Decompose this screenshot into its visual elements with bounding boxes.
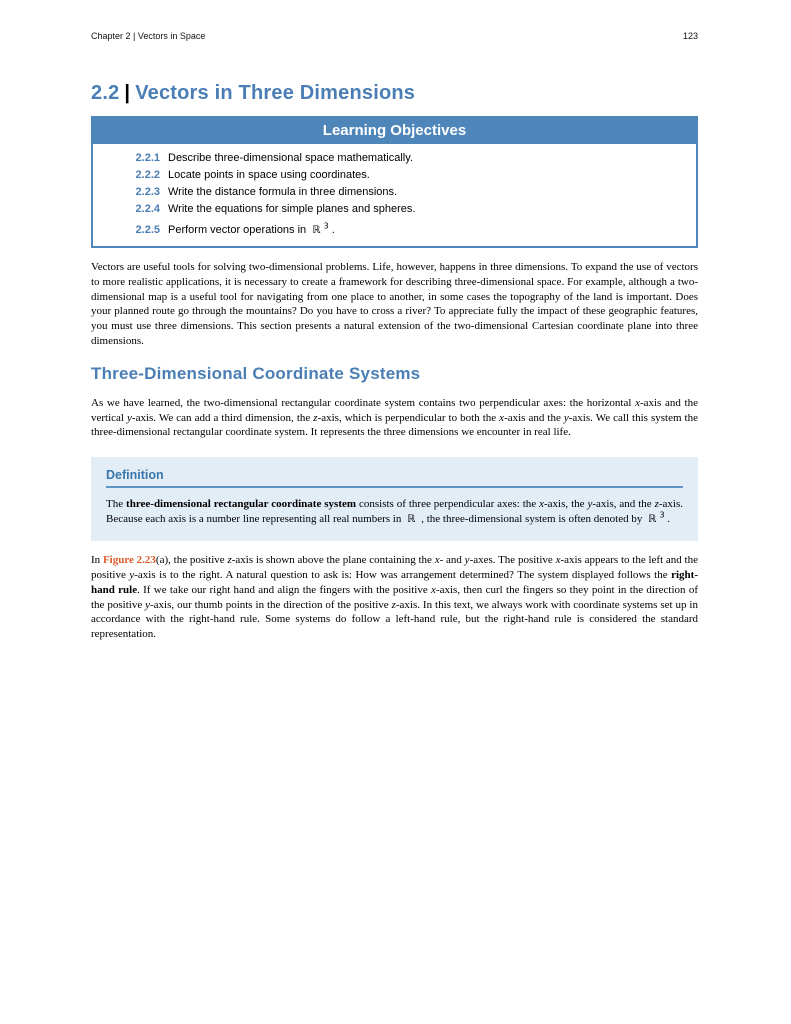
text-run: z xyxy=(391,598,396,611)
objective-text xyxy=(168,201,415,218)
text-run: Write the equations for simple planes and spheres. xyxy=(168,203,416,215)
learning-objective-item xyxy=(93,150,696,167)
text-run: y xyxy=(587,498,593,511)
subsection-heading: Three-Dimensional Coordinate Systems xyxy=(91,363,421,383)
objective-text xyxy=(168,150,413,167)
text-run: Perform vector operations in xyxy=(168,224,310,236)
text-run: x xyxy=(434,554,440,567)
chapter-header-label: Chapter 2 | Vectors in Space xyxy=(91,31,206,41)
text-run: ℝ xyxy=(407,513,416,526)
objective-number: 2.2.2 xyxy=(135,169,160,181)
learning-objectives-box xyxy=(91,116,698,248)
text-run: z xyxy=(227,554,232,567)
text-run: , the three-dimensional system is often denoted by xyxy=(418,513,646,526)
text-run: x xyxy=(635,396,640,409)
text-run: (a), the positive xyxy=(155,554,228,567)
text-run: Describe three-dimensional space mathematically. xyxy=(168,152,413,164)
text-run: y xyxy=(129,568,135,581)
coordinate-system-paragraph xyxy=(91,396,698,440)
text-run: Vectors are useful tools for solving two-dimensional problems. Life, however, happens in three dimensions. To expand the use of vectors to more realistic applications, it is necessary to create a framework for describing three-dimensional space. For example, although a two-dimensional map is a useful tool for navigating from one place to another, in some cases the topography of the land is important. Does your planned route go through the mountains? Do you have to cross a river? To appreciate fully the impact of these geographic features, you must use three dimensions. This section presents a natural extension of the two-dimensional Cartesian coordinate plane into three dimensions. xyxy=(91,261,698,347)
text-run: z xyxy=(313,411,318,424)
section-title-number: 2.2 xyxy=(91,82,120,104)
text-run: right-hand rule xyxy=(91,568,698,596)
learning-objectives-list xyxy=(93,144,696,246)
text-run: Locate points in space using coordinates. xyxy=(168,169,370,181)
learning-objectives-header: Learning Objectives xyxy=(93,118,696,144)
text-run: consists of three perpendicular axes: the xyxy=(356,498,540,511)
definition-body xyxy=(106,497,683,527)
text-run: As we have learned, the two-dimensional rectangular coordinate system contains two perpendicular axes: the horizontal xyxy=(91,396,636,409)
definition-box xyxy=(91,457,698,541)
objective-number: 2.2.5 xyxy=(135,224,160,236)
text-run: x xyxy=(555,554,561,567)
learning-objective-item xyxy=(93,184,696,201)
text-run: y xyxy=(145,598,151,611)
learning-objective-item xyxy=(93,201,696,218)
text-run: -axis and the xyxy=(504,411,564,424)
section-title xyxy=(91,82,698,105)
text-run: -axis is to the right. A natural question to ask is: How was arrangement determined? The system displayed follows the xyxy=(134,568,672,581)
text-run: x xyxy=(499,411,505,424)
page-number: 123 xyxy=(682,31,698,41)
text-run: 3 xyxy=(659,510,665,520)
text-run: -axes. The positive xyxy=(469,554,556,567)
text-run: . xyxy=(664,513,671,526)
text-run: -axis. Because each axis is a number line representing all real numbers in xyxy=(106,498,684,526)
text-run: y xyxy=(464,554,470,567)
learning-objective-item xyxy=(93,222,696,239)
text-run: -axis, and the xyxy=(592,498,655,511)
text-run: In xyxy=(91,554,103,567)
text-run: ℝ xyxy=(648,513,657,526)
text-run: 3 xyxy=(323,221,329,231)
objective-number: 2.2.3 xyxy=(135,186,160,198)
text-run: . xyxy=(328,224,335,236)
text-run: three-dimensional rectangular coordinate system xyxy=(126,498,357,511)
objective-number: 2.2.1 xyxy=(135,152,160,164)
text-run: -axis, the xyxy=(544,498,588,511)
figure-paragraph xyxy=(91,553,698,642)
text-run: -axis is shown above the plane containing the xyxy=(231,554,435,567)
text-run: ℝ xyxy=(312,224,321,236)
text-run: -axis, then curl the fingers so they point in the direction of the positive xyxy=(91,583,698,611)
text-run: -axis, which is perpendicular to both the xyxy=(317,411,500,424)
intro-paragraph xyxy=(91,260,698,349)
learning-objective-item xyxy=(93,167,696,184)
objective-text xyxy=(168,167,370,184)
text-run: x xyxy=(539,498,544,511)
text-run: -axis and the vertical xyxy=(91,396,698,424)
text-run: Write the distance formula in three dimensions. xyxy=(168,186,398,198)
text-run: . If we take our right hand and align the fingers with the positive xyxy=(137,583,432,596)
text-run: y xyxy=(563,411,569,424)
objective-number: 2.2.4 xyxy=(135,203,160,215)
section-title-text: Vectors in Three Dimensions xyxy=(135,82,416,104)
definition-title: Definition xyxy=(106,468,683,488)
text-run: The xyxy=(106,498,127,511)
text-run: -axis. In this text, we always work with coordinate systems set up in accordance with the right-hand rule. Some systems do follow a left-hand rule, but the right-hand rule is considered the standard representation. xyxy=(91,598,698,641)
objective-text xyxy=(168,222,335,239)
figure-reference-link[interactable]: Figure 2.23 xyxy=(102,554,156,567)
text-run: -axis. We call this system the three-dimensional rectangular coordinate system. It represents the three dimensions we encounter in real life. xyxy=(91,411,698,439)
section-title-divider: | xyxy=(124,82,131,104)
text-run: x xyxy=(431,583,436,596)
text-run: -axis. We can add a third dimension, the xyxy=(131,411,314,424)
text-run: y xyxy=(127,411,132,424)
text-run: -axis, our thumb points in the direction of the positive xyxy=(150,598,392,611)
text-run: z xyxy=(654,498,659,511)
text-run: - and xyxy=(439,554,465,567)
text-run: -axis appears to the left and the positive xyxy=(91,554,698,581)
page-header xyxy=(91,31,698,41)
objective-text xyxy=(168,184,397,201)
